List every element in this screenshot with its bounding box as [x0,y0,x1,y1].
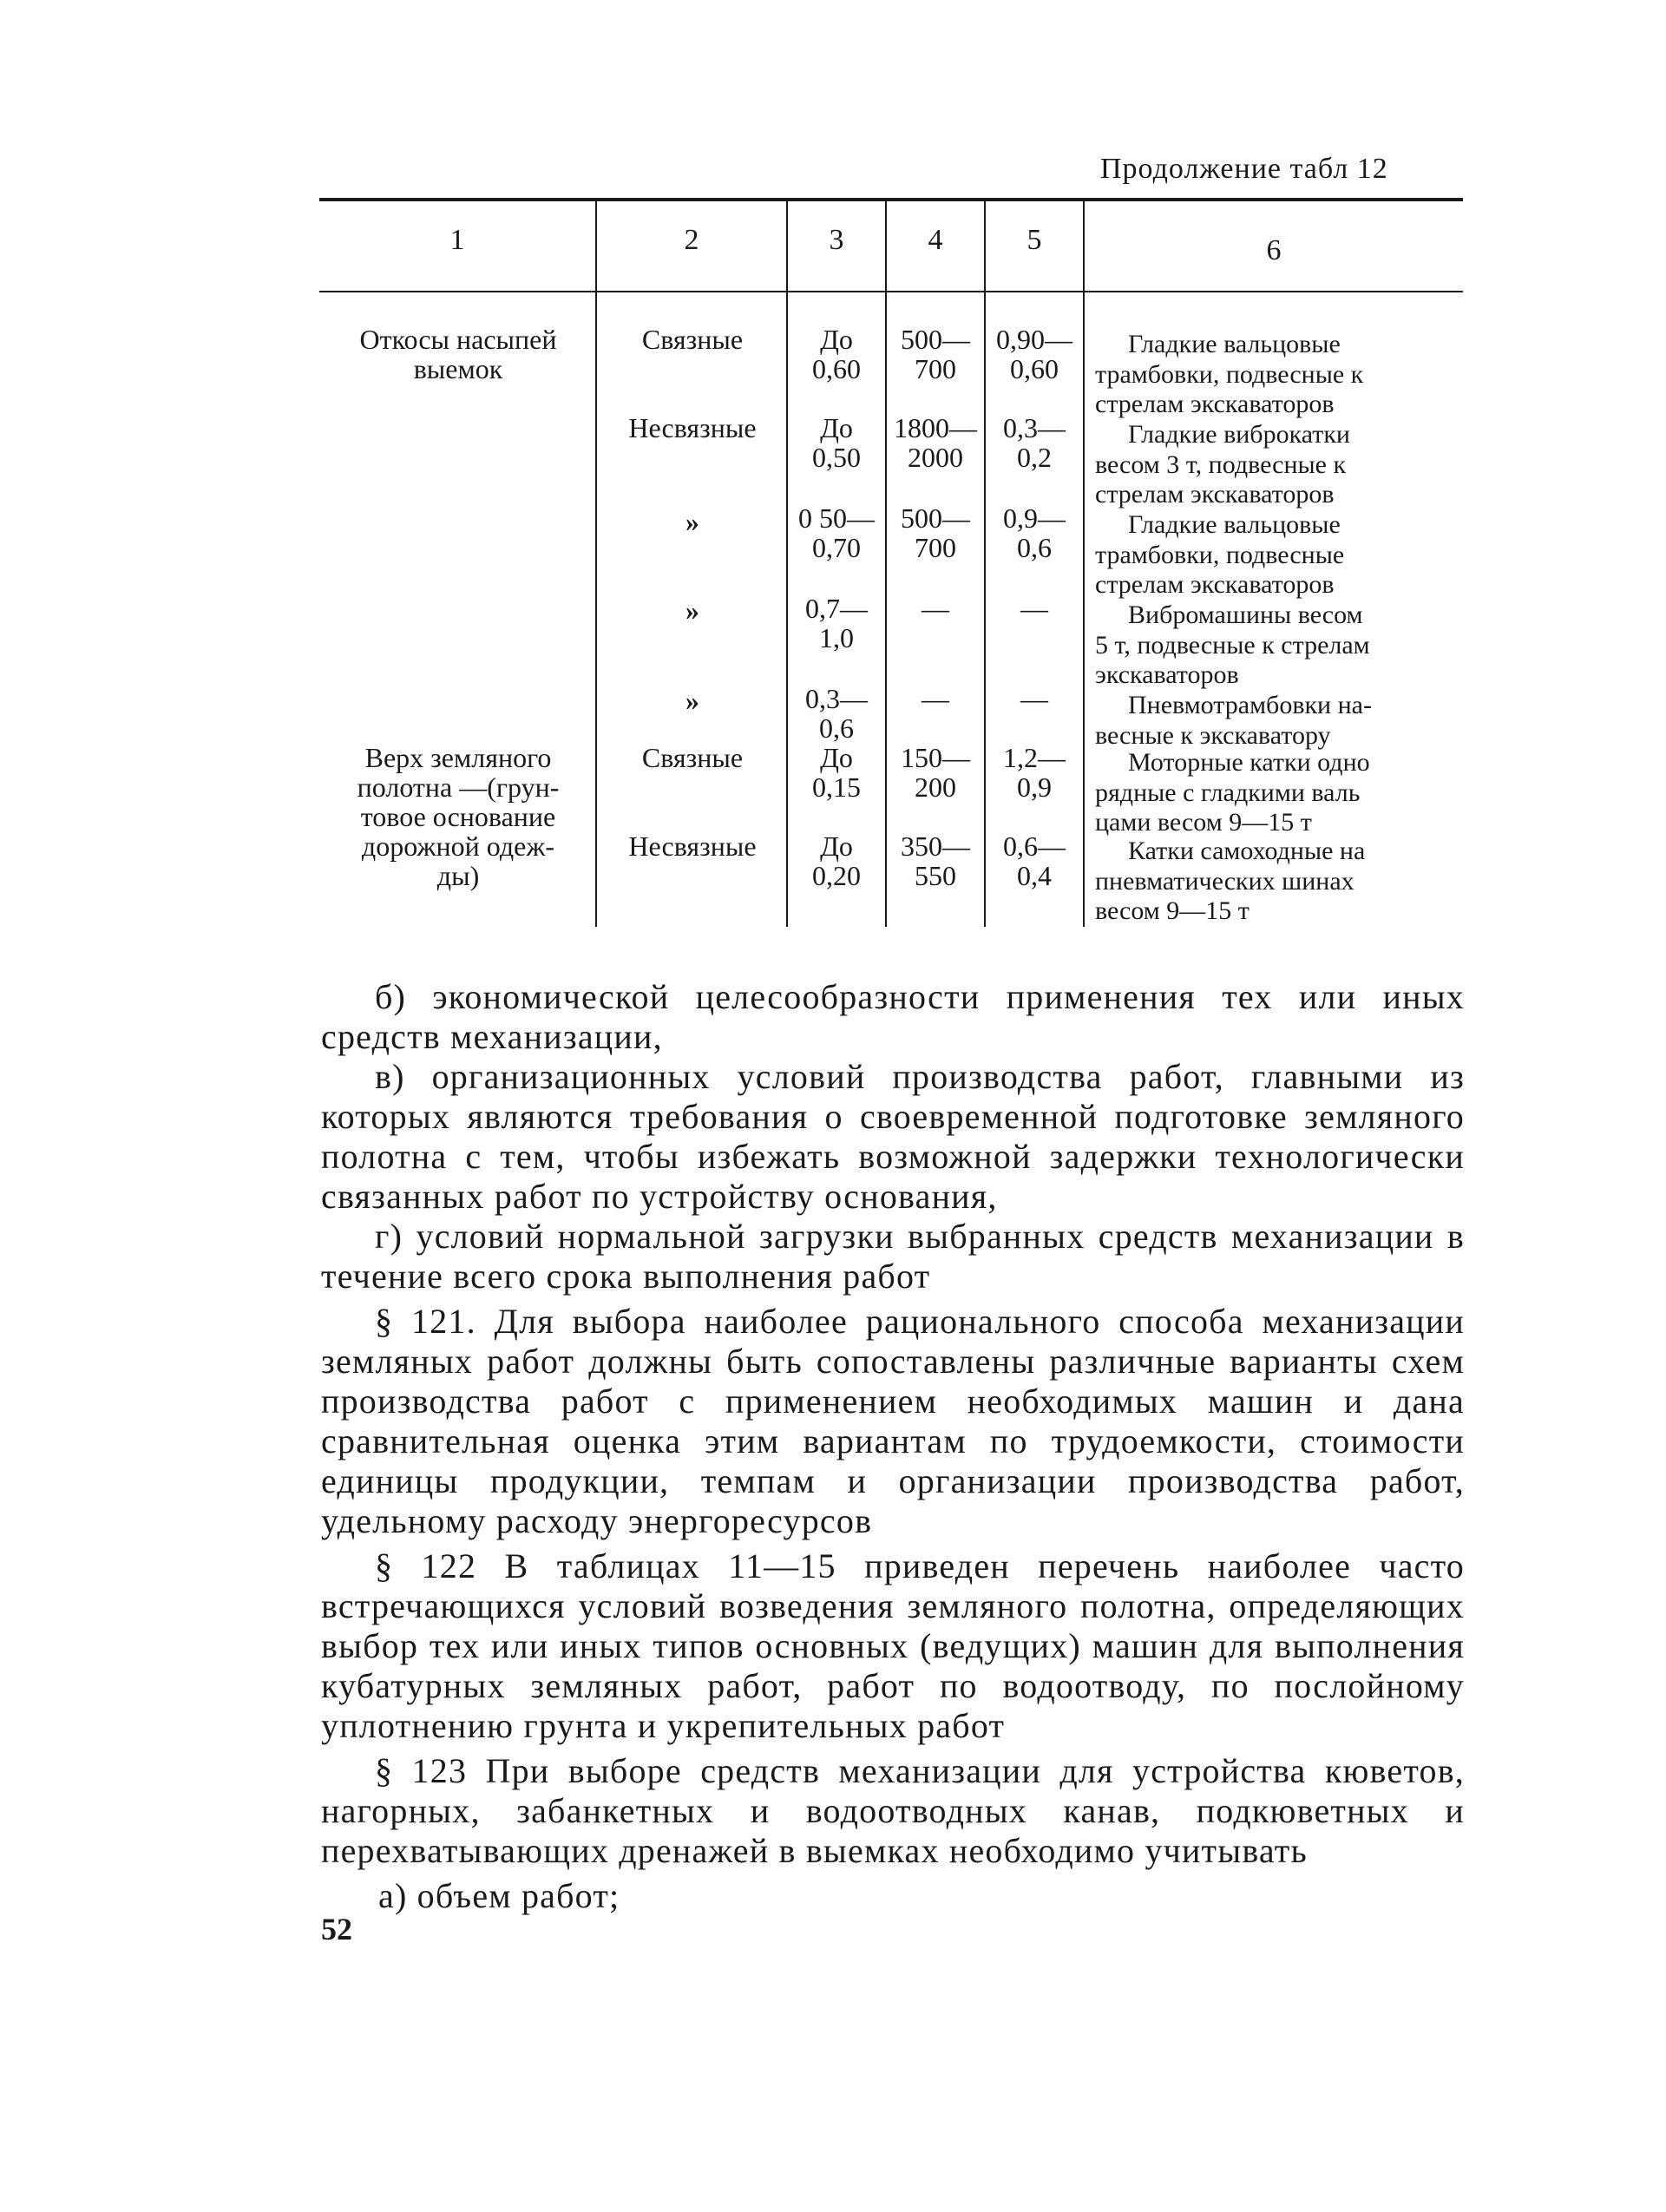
table-cell-output: — [922,683,949,714]
table-cell-machine [1095,837,1459,927]
cell-line: 200 [915,771,956,803]
cell-line: 0,9 [1017,771,1052,803]
cell-line: весные к экскаватору [1095,720,1331,750]
cell-line: 0,9— [1003,502,1066,534]
ditto-mark: » [685,685,699,716]
cell-line: До [820,324,853,355]
paragraph: § 123 При выборе средств механизации для устройства кюветов, нагорных, забанкетных и водоотводных канав, подкюветных и перехватывающих дренажей в выемках необходимо учитывать [321,1751,1465,1870]
cell-line: Гладкие виброкатки [1128,420,1350,449]
machinery-table [319,198,1463,927]
column-header-3: 3 [829,224,844,256]
table-cell-output: — [922,593,949,624]
column-divider [786,201,788,927]
cell-line: весом 3 т, подвесные к [1095,450,1347,479]
cell-line: 0,20 [812,860,861,891]
column-divider [885,201,887,927]
cell-line: Гладкие вальцовые [1128,510,1341,539]
body-text [321,977,1465,1916]
cell-line: До [820,830,853,862]
cell-line: Вибромашины весом [1128,601,1363,629]
column-header-1: 1 [449,224,465,256]
table-cell-thickness [790,831,883,890]
table-cell-soil: Связные [641,324,744,355]
table-cell-soil: Несвязные [628,830,757,862]
cell-line: 0,2 [1017,442,1052,473]
table-cell-thickness [790,684,883,743]
table-cell-thickness [790,503,883,562]
cell-line: выемок [413,353,503,384]
cell-line: 0,6 [819,712,854,744]
column-divider [984,201,986,927]
cell-line: 1,0 [819,622,854,653]
table-header-rule [319,291,1463,292]
cell-line: 0 50— [798,502,875,534]
cell-line: 0,6— [1003,830,1066,862]
cell-line: трамбовки, подвесные [1095,540,1345,569]
cell-line: 1,2— [1003,742,1066,773]
ditto-mark: » [685,506,699,537]
table-cell-machine [1095,420,1459,510]
cell-line: стрелам экскаваторов [1095,570,1335,599]
column-header-5: 5 [1026,224,1042,256]
paragraph: в) организационных условий производства работ, главными из которых являются требования о своевременной подготовке земляного полотна с тем, чтобы избежать возможной задержки технологически связанных работ по устройству основания, [321,1057,1465,1216]
column-header-2: 2 [684,224,699,256]
cell-line: 700 [915,353,956,384]
cell-line: рядные с гладкими валь [1095,778,1361,807]
table-cell-thickness [790,325,883,384]
cell-line: 700 [915,532,956,563]
table-cell-object [319,743,597,890]
cell-line: Верх земляного [364,742,552,773]
table-cell-soil: Связные [641,742,744,773]
cell-line: 0,60 [1010,353,1059,384]
cell-line: 1800— [894,412,977,443]
table-cell-output [887,831,984,890]
cell-line: 150— [901,742,970,773]
cell-line: До [820,742,853,773]
table-cell-machine [1095,748,1459,838]
cell-line: стрелам экскаваторов [1095,480,1335,509]
cell-line: дорожной одеж- [361,830,555,862]
table-cell-coefficient [986,325,1083,384]
column-header-6: 6 [1266,234,1282,266]
cell-line: 0,15 [812,771,861,803]
table-cell-machine [1095,691,1459,751]
table-cell-soil: Несвязные [628,412,757,443]
cell-line: стрелам экскаваторов [1095,390,1335,418]
table-cell-coefficient [986,413,1083,472]
cell-line: 0,3— [1003,412,1066,443]
table-cell-output [887,413,984,472]
paragraph: г) условий нормальной загрузки выбранных средств механизации в течение всего срока выполнения работ [321,1217,1465,1296]
cell-line: пневматических шинах [1095,866,1354,896]
paragraph: § 121. Для выбора наиболее рационального способа механизации земляных работ должны быть сопоставлены различные варианты схем производства работ с применением необходимых машин и дана сравнительная оценка этим вариантам по трудоемкости, стоимости единицы продукции, темпам и организации производства работ, удельному расходу энергоресурсов [321,1302,1465,1540]
cell-line: 0,50 [812,442,861,473]
table-cell-machine [1095,601,1459,691]
ditto-mark: » [685,594,699,626]
paragraph: а) объем работ; [378,1876,620,1915]
table-cell-object [319,325,597,384]
cell-line: 0,3— [805,683,868,714]
table-cell-machine [1095,510,1459,601]
paragraph: § 122 В таблицах 11—15 приведен перечень наиболее часто встречающихся условий возведения земляного полотна, определяющих выбор тех или иных типов основных (ведущих) машин для выполнения кубатурных земляных работ, работ по водоотводу, по послойному уплотнению грунта и укрепительных работ [321,1546,1465,1745]
page-number: 52 [321,1912,352,1946]
cell-line: 0,4 [1017,860,1052,891]
cell-line: ды) [436,860,480,891]
cell-line: Моторные катки одно [1128,748,1370,777]
table-cell-coefficient: — [1020,683,1048,714]
cell-line: весом 9—15 т [1095,896,1250,925]
cell-line: До [820,412,853,443]
table-cell-output [887,743,984,802]
cell-line: Катки самоходные на [1128,837,1366,865]
cell-line: 0,60 [812,353,861,384]
table-top-rule [319,198,1463,201]
column-header-4: 4 [928,224,943,256]
table-continuation-caption: Продолжение табл 12 [1100,153,1388,185]
cell-line: Гладкие вальцовые [1128,330,1341,358]
cell-line: Откосы насыпей [359,324,557,355]
paragraph: б) экономической целесообразности применения тех или иных средств механизации, [321,977,1465,1056]
cell-line: Пневмотрамбовки на- [1128,691,1372,719]
table-cell-coefficient [986,503,1083,562]
table-cell-thickness [790,413,883,472]
cell-line: 0,6 [1017,532,1052,563]
cell-line: 550 [915,860,956,891]
table-cell-thickness [790,594,883,653]
cell-line: 2000 [908,442,963,473]
cell-line: 500— [901,324,970,355]
cell-line: 0,7— [805,593,868,624]
table-cell-thickness [790,743,883,802]
table-cell-coefficient [986,743,1083,802]
cell-line: 0,90— [996,324,1072,355]
cell-line: трамбовки, подвесные к [1095,359,1364,389]
cell-line: полотна —(грун- [357,771,560,803]
cell-line: экскаваторов [1095,660,1239,689]
table-cell-coefficient [986,831,1083,890]
table-cell-output [887,503,984,562]
table-cell-output [887,325,984,384]
cell-line: товое основание [360,801,556,832]
cell-line: 0,70 [812,532,861,563]
column-divider [1083,201,1085,927]
cell-line: цами весом 9—15 т [1095,808,1312,837]
table-cell-coefficient: — [1020,593,1048,624]
cell-line: 500— [901,502,970,534]
table-cell-machine [1095,330,1459,420]
cell-line: 350— [901,830,970,862]
cell-line: 5 т, подвесные к стрелам [1095,630,1370,660]
